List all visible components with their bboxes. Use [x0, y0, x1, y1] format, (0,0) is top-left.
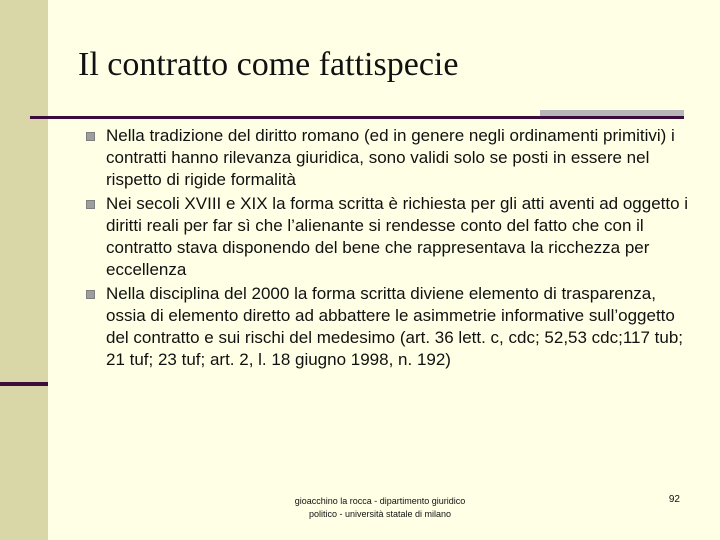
left-band-accent-bar: [0, 382, 48, 386]
square-bullet-icon: [86, 200, 95, 209]
square-bullet-icon: [86, 132, 95, 141]
title-underline-rule: [30, 116, 684, 119]
slide-footer: gioacchino la rocca - dipartimento giuridico politico - università statale di milano: [294, 496, 466, 519]
bullet-item: [86, 193, 690, 281]
bullet-item: [86, 125, 690, 191]
bullet-text: Nella disciplina del 2000 la forma scritta diviene elemento di trasparenza, ossia di elemento diretto ad abbattere le asimmetrie informative sull’oggetto del contratto e sui rischi del medesimo (art. 36 lett. c, cdc; 52,53 cdc;117 tub; 21 tuf; 23 tuf; art. 2, l. 18 giugno 1998, n. 192): [106, 284, 684, 369]
bullet-list: [86, 125, 690, 373]
slide-title: Il contratto come fattispecie: [78, 46, 459, 83]
left-decorative-band: [0, 0, 48, 540]
square-bullet-icon: [86, 290, 95, 299]
bullet-text: Nei secoli XVIII e XIX la forma scritta è richiesta per gli atti aventi ad oggetto i diritti reali per far sì che l’alienante si rendesse conto del fatto che con il contratto stava disponendo del bene che rappresentava la ricchezza per eccellenza: [106, 194, 689, 279]
bullet-text: Nella tradizione del diritto romano (ed in genere negli ordinamenti primitivi) i contratti hanno rilevanza giuridica, sono validi solo se posti in essere nel rispetto di rigide formalità: [106, 126, 675, 189]
page-number: 92: [668, 494, 680, 505]
bullet-item: [86, 283, 690, 371]
